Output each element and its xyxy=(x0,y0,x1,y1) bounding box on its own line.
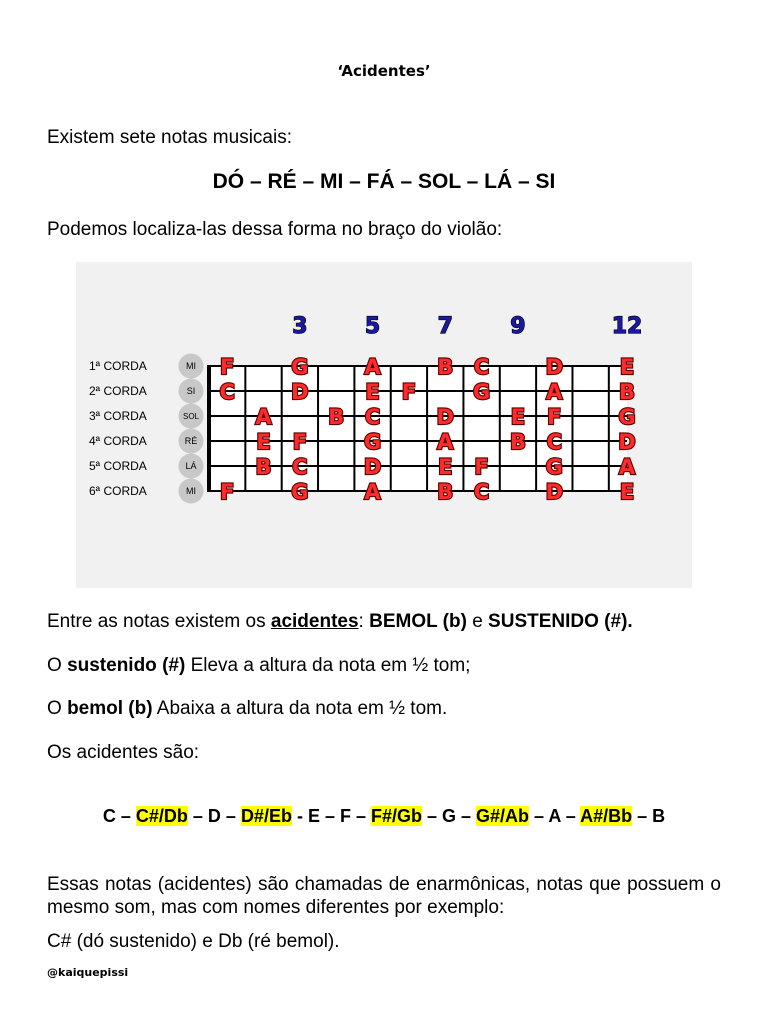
open-string-note-6: MI xyxy=(186,486,196,496)
acc-highlight-4: G#/Ab xyxy=(476,806,530,826)
note-B-s4-f9: B xyxy=(509,430,526,454)
musical-notes-line: DÓ – RÉ – MI – FÁ – SOL – LÁ – SI xyxy=(212,170,556,193)
bemol-term: BEMOL (b) xyxy=(369,611,467,632)
note-B-s3-f4: B xyxy=(328,405,345,429)
note-E-s3-f9: E xyxy=(510,405,526,429)
open-string-note-5: LÁ xyxy=(185,461,197,471)
note-C-s6-f8: C xyxy=(473,480,490,504)
note-D-s4-f12: D xyxy=(618,430,636,454)
acc-highlight-2: D#/Eb xyxy=(240,806,292,826)
fret-marker-7: 7 xyxy=(437,314,453,339)
string-label-4: 4ª CORDA xyxy=(89,434,147,448)
note-A-s1-f5: A xyxy=(364,355,381,379)
note-G-s2-f8: G xyxy=(472,380,491,404)
note-C-s5-f3: C xyxy=(292,455,308,479)
flat-term: bemol (b) xyxy=(67,698,153,719)
accidents-label: Os acidentes são: xyxy=(47,742,200,763)
page-title: ‘Acidentes’ xyxy=(337,62,431,80)
flat-sentence xyxy=(47,698,447,720)
note-F-s4-f3: F xyxy=(292,430,308,454)
intro-text: Existem sete notas musicais: xyxy=(47,127,292,148)
note-A-s4-f7: A xyxy=(437,430,454,454)
note-F-s2-f6: F xyxy=(401,380,417,404)
open-string-note-4: RÉ xyxy=(184,436,198,446)
note-E-s2-f5: E xyxy=(365,380,380,404)
note-A-s6-f5: A xyxy=(364,480,381,504)
note-C-s4-f10: C xyxy=(546,430,563,454)
enharmonic-paragraph: Essas notas (acidentes) são chamadas de enarmônicas, notas que possuem o mesmo som, mas com nomes diferentes por exemplo: xyxy=(47,874,721,918)
note-G-s6-f3: G xyxy=(291,480,309,504)
acc-plain-5: – A – xyxy=(529,806,581,826)
note-F-s3-f10: F xyxy=(547,405,562,429)
note-C-s2-f1: C xyxy=(219,380,235,404)
fret-marker-5: 5 xyxy=(364,314,381,339)
note-E-s4-f2: E xyxy=(256,430,271,454)
note-F-s6-f1: F xyxy=(219,480,235,504)
fretboard-diagram xyxy=(76,262,692,588)
fret-marker-3: 3 xyxy=(292,314,308,339)
locate-text: Podemos localiza-las dessa forma no braço do violão: xyxy=(47,219,503,240)
note-A-s2-f10: A xyxy=(546,380,563,404)
note-C-s3-f5: C xyxy=(364,405,381,429)
acc-highlight-5: A#/Bb xyxy=(580,806,633,826)
acc-plain-6: – B xyxy=(632,806,666,826)
string-label-6: 6ª CORDA xyxy=(89,484,147,498)
accidents-sentence xyxy=(47,611,633,633)
note-E-s1-f12: E xyxy=(619,355,635,379)
fret-marker-9: 9 xyxy=(510,314,526,339)
open-string-note-3: SOL xyxy=(182,412,200,421)
note-D-s3-f7: D xyxy=(436,405,454,429)
note-F-s1-f1: F xyxy=(219,355,235,379)
accidents-term: acidentes xyxy=(270,611,359,632)
string-label-3: 3ª CORDA xyxy=(89,409,147,423)
acc-plain-2: – D – xyxy=(187,806,241,826)
and-word: e xyxy=(466,611,489,632)
accidents-colon: : xyxy=(358,611,370,632)
accidents-intro: Entre as notas existem os xyxy=(47,611,271,632)
note-A-s3-f2: A xyxy=(255,405,272,429)
note-D-s2-f3: D xyxy=(291,380,309,404)
note-A-s5-f12: A xyxy=(618,455,636,479)
note-G-s3-f12: G xyxy=(618,405,636,429)
acc-highlight-3: F#/Gb xyxy=(370,806,422,826)
note-D-s5-f5: D xyxy=(363,455,382,479)
author-handle: @kaiquepissi xyxy=(47,966,129,979)
acc-highlight-1: C#/Db xyxy=(135,806,188,826)
fretboard-background xyxy=(209,366,627,491)
flat-pre: O xyxy=(47,698,68,719)
string-label-5: 5ª CORDA xyxy=(89,459,147,473)
note-B-s2-f12: B xyxy=(618,380,636,404)
acc-plain-3: - E – F – xyxy=(291,806,371,826)
note-C-s1-f8: C xyxy=(473,355,490,379)
open-string-note-2: SI xyxy=(186,386,196,396)
note-F-s5-f8: F xyxy=(474,455,489,479)
note-E-s5-f7: E xyxy=(438,455,453,479)
sharp-sentence xyxy=(47,655,470,677)
note-D-s1-f10: D xyxy=(545,355,564,379)
sharp-term: sustenido (#) xyxy=(67,655,186,676)
fretboard-svg xyxy=(76,262,692,588)
note-G-s4-f5: G xyxy=(363,430,382,454)
note-G-s5-f10: G xyxy=(545,455,563,479)
accidents-list xyxy=(0,806,768,827)
note-B-s6-f7: B xyxy=(437,480,454,504)
example-text: C# (dó sustenido) e Db (ré bemol). xyxy=(47,931,340,952)
fret-marker-12: 12 xyxy=(611,314,643,339)
string-label-2: 2ª CORDA xyxy=(89,384,147,398)
acc-plain-4: – G – xyxy=(422,806,477,826)
string-label-1: 1ª CORDA xyxy=(89,359,147,373)
sustenido-term: SUSTENIDO (#). xyxy=(488,611,633,632)
sharp-rest: Eleva a altura da nota em ½ tom; xyxy=(185,655,471,676)
note-B-s5-f2: B xyxy=(255,455,272,479)
flat-rest: Abaixa a altura da nota em ½ tom. xyxy=(152,698,448,719)
note-G-s1-f3: G xyxy=(291,355,309,379)
sharp-pre: O xyxy=(47,655,68,676)
note-E-s6-f12: E xyxy=(619,480,635,504)
acc-plain-1: C – xyxy=(102,806,136,826)
note-B-s1-f7: B xyxy=(437,355,454,379)
open-string-note-1: MI xyxy=(186,361,196,371)
note-D-s6-f10: D xyxy=(545,480,564,504)
